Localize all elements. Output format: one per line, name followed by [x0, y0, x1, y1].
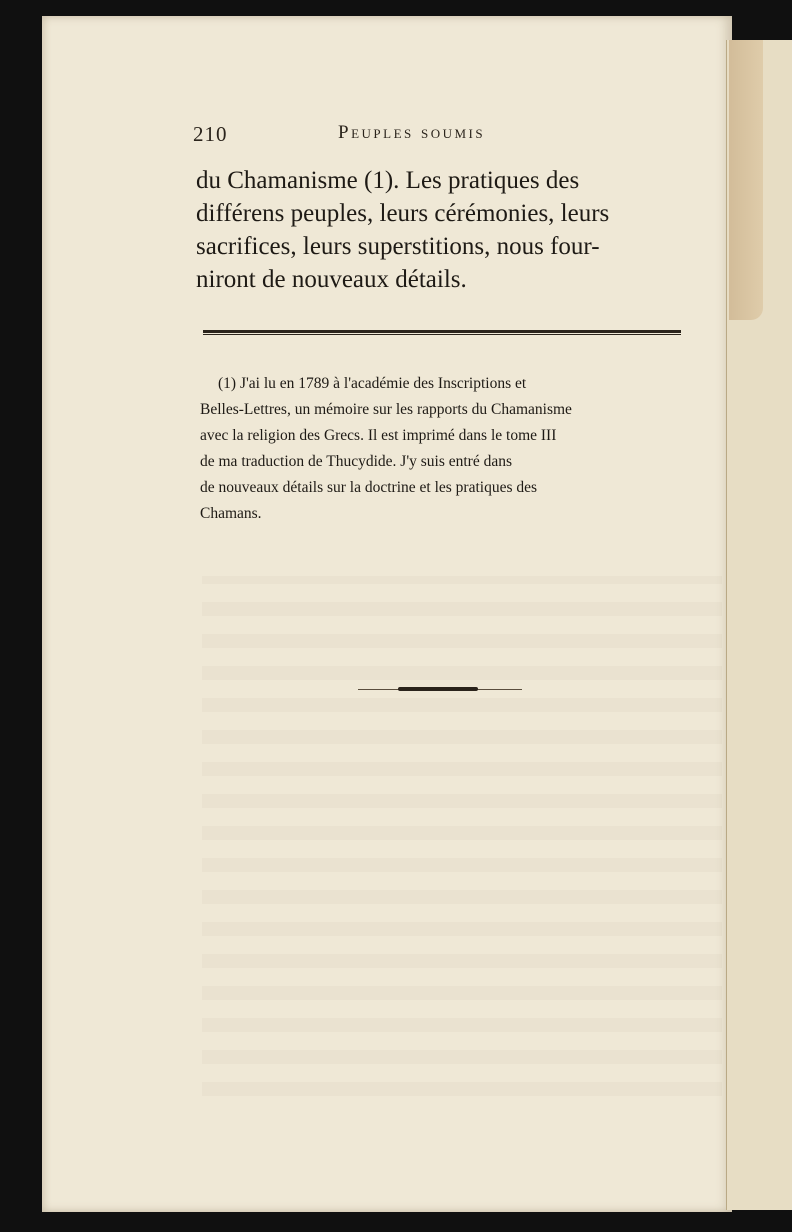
- footnote: [200, 371, 690, 527]
- page-header: [193, 122, 689, 152]
- footnote-line: Chamans.: [200, 505, 262, 522]
- text-line: sacrifices, leurs superstitions, nous four-: [196, 233, 600, 260]
- footnote-divider: [203, 330, 681, 336]
- show-through-texture: [202, 576, 722, 1096]
- page-stain: [729, 40, 763, 320]
- running-head: Peuples soumis: [338, 122, 486, 143]
- footnote-line: de ma traduction de Thucydide. J'y suis entré dans: [200, 453, 512, 470]
- end-ornament: [358, 686, 522, 692]
- facing-page-edge: [726, 40, 792, 1210]
- text-line: différens peuples, leurs cérémonies, leurs: [196, 200, 610, 227]
- text-line: niront de nouveaux détails.: [196, 266, 467, 293]
- ornament-bar: [398, 687, 478, 691]
- footnote-line: avec la religion des Grecs. Il est imprimé dans le tome III: [200, 427, 557, 444]
- divider-thick-line: [203, 330, 681, 333]
- main-text: [196, 164, 688, 296]
- text-line: du Chamanisme (1). Les pratiques des: [196, 167, 580, 194]
- footnote-line: de nouveaux détails sur la doctrine et les pratiques des: [200, 479, 538, 496]
- footnote-line: Belles-Lettres, un mémoire sur les rapports du Chamanisme: [200, 401, 572, 418]
- footnote-line: (1) J'ai lu en 1789 à l'académie des Inscriptions et: [218, 375, 527, 392]
- page-number: 210: [193, 122, 228, 146]
- divider-thin-line: [203, 334, 681, 335]
